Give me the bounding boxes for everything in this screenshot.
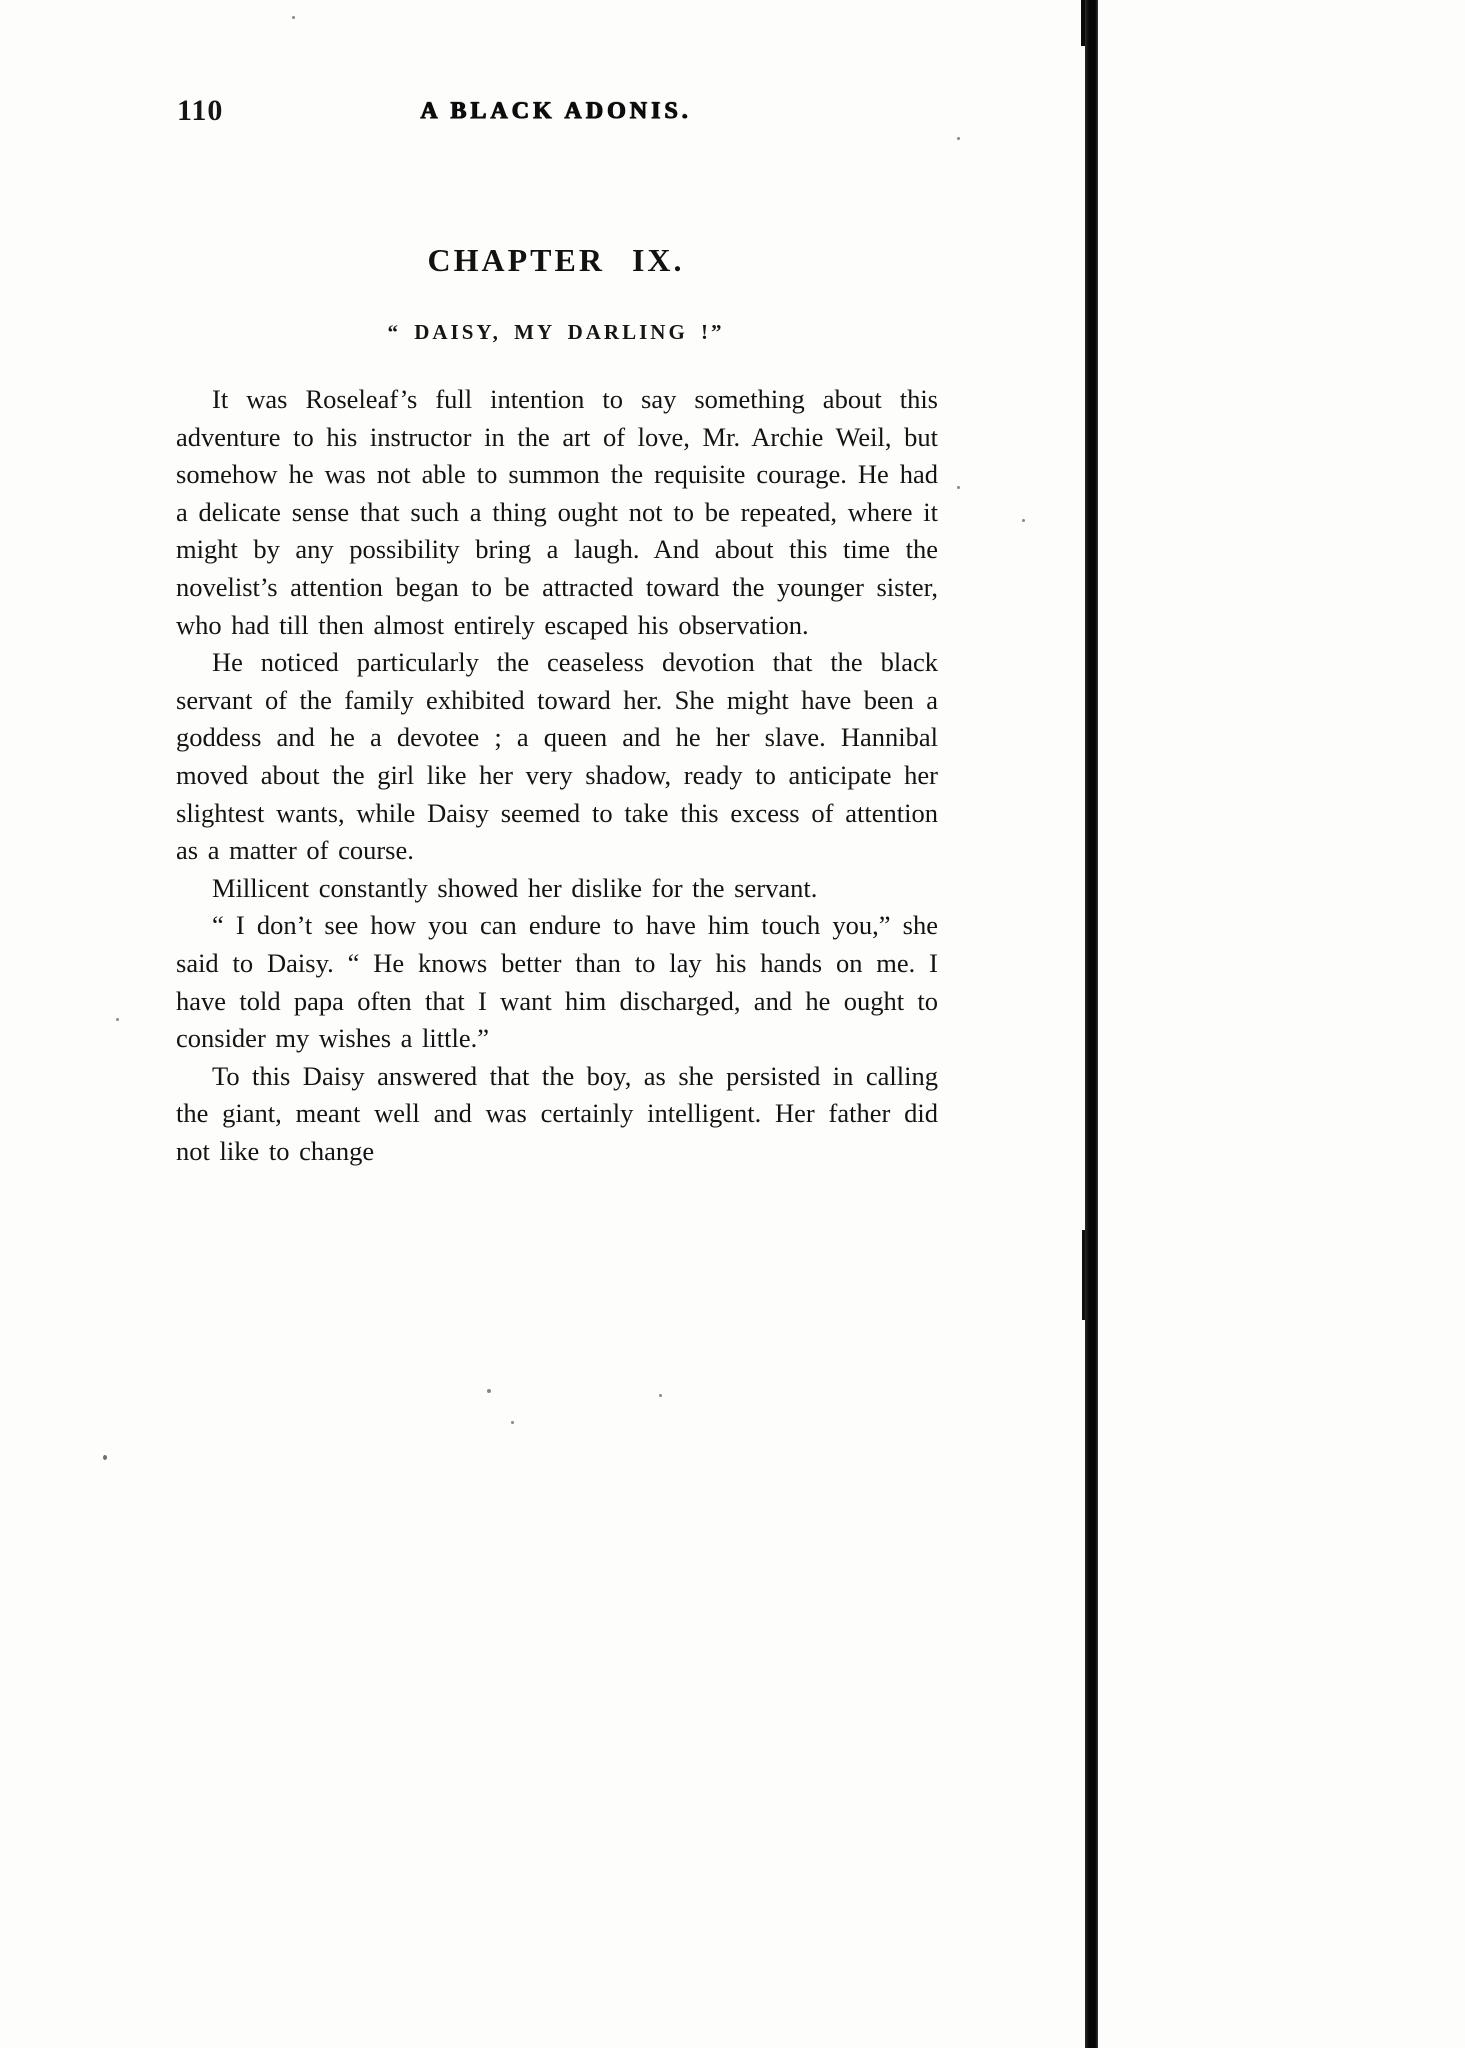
- scan-speck: [1022, 519, 1025, 522]
- scan-speck: [957, 137, 960, 140]
- scan-speck: [659, 1394, 662, 1397]
- paragraph-3: Millicent constantly showed her dislike for the servant.: [212, 872, 818, 903]
- body-text: [176, 381, 938, 1170]
- scan-speck: [292, 16, 295, 19]
- paragraph-2: He noticed particularly the ceaseless devotion that the black servant of the family exhibited toward her. She might have been a goddess and he a devotee ; a queen and he her slave. Hannibal moved about the girl like her very shadow, ready to anticipate her slightest wants, while Daisy seemed to take this excess of attention as a matter of course.: [176, 647, 938, 866]
- paragraph-4: “ I don’t see how you can endure to have him touch you,” she said to Daisy. “ He knows better than to lay his hands on me. I have told papa often that I want him discharged, and he ought to consider my wishes a little.”: [176, 910, 938, 1054]
- scan-speck: [487, 1389, 491, 1393]
- paragraph-5: To this Daisy answered that the boy, as she persisted in calling the giant, meant well and was certainly intelligent. Her father did not like to change: [176, 1060, 938, 1166]
- chapter-subtitle: “ DAISY, MY DARLING !”: [387, 320, 725, 344]
- page-header: [175, 92, 937, 132]
- page-number: 110: [177, 94, 224, 127]
- chapter-heading: CHAPTER IX.: [427, 242, 685, 278]
- scan-speck: [957, 486, 960, 489]
- book-binding-edge: [1085, 0, 1098, 2048]
- scan-speck: [511, 1421, 514, 1424]
- running-title: A BLACK ADONIS.: [420, 98, 692, 124]
- scan-speck: [116, 1018, 119, 1021]
- paragraph-1: It was Roseleaf’s full intention to say something about this adventure to his instructor in the art of love, Mr. Archie Weil, but somehow he was not able to summon the requisite courage. He had a delicate sense that such a thing ought not to be repeated, where it might by any possibility bring a laugh. And about this time the novelist’s attention began to be attracted toward the younger sister, who had till then almost entirely escaped his observation.: [176, 384, 938, 640]
- scan-speck: [103, 1455, 107, 1460]
